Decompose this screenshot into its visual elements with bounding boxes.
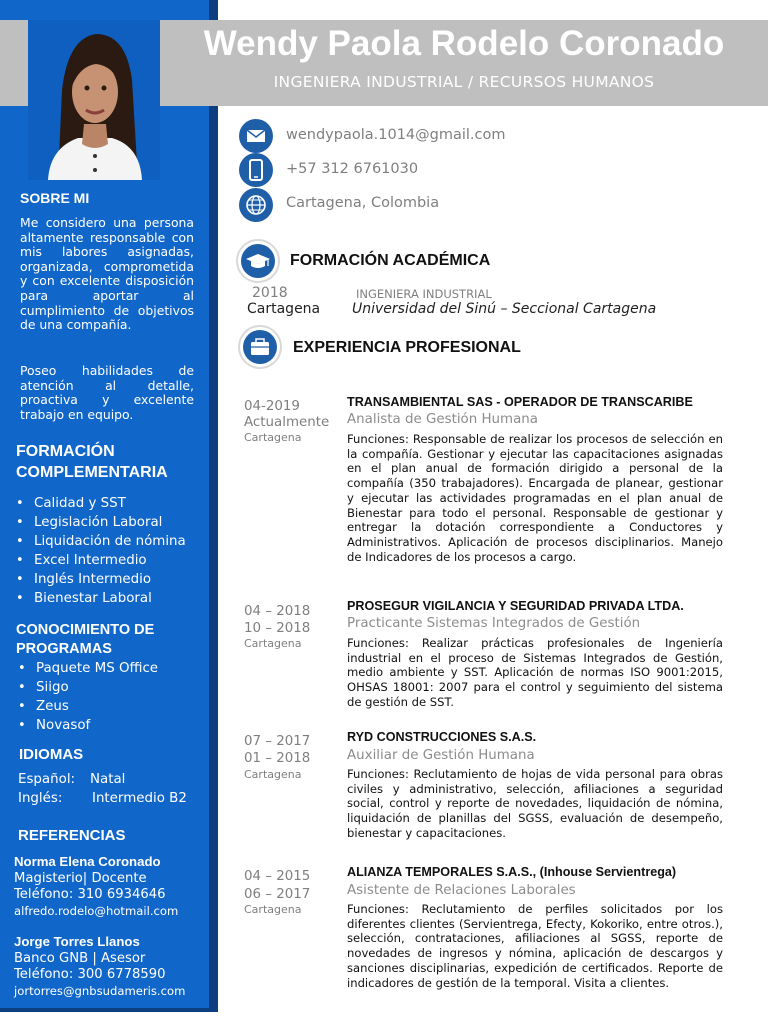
sidebar-edge bbox=[209, 0, 218, 1012]
list-item: • Excel Intermedio bbox=[16, 551, 186, 570]
email-text: wendypaola.1014@gmail.com bbox=[286, 127, 506, 143]
reference-phone: Teléfono: 300 6778590 bbox=[14, 967, 166, 982]
education-heading: FORMACIÓN ACADÉMICA bbox=[290, 252, 491, 269]
language-name: Español: bbox=[18, 772, 76, 787]
list-item: • Liquidación de nómina bbox=[16, 532, 186, 551]
reference-phone: Teléfono: 310 6934646 bbox=[14, 887, 166, 902]
reference-name: Norma Elena Coronado bbox=[14, 854, 161, 869]
language-name: Inglés: bbox=[18, 791, 63, 806]
job-role: Practicante Sistemas Integrados de Gestión bbox=[347, 616, 641, 631]
job-description: Funciones: Responsable de realizar los procesos de selección en la compañía. Gestionar y ejecutar las capacitaciones asignadas en el plan anual de formación dirigido a personal de la compañía (350 trabajadores). Encargada de planear, gestionar y ejecutar las actividades programadas en el plan anual de Bienestar para todo el personal. Responsable de gestionar y entregar la dotación correspondiente a Conductores y Administrativos. Aplicación de procesos disciplinarios. Manejo de Indicadores de los procesos a cargo. bbox=[347, 432, 723, 564]
programs-list bbox=[18, 659, 158, 735]
list-item: • Legislación Laboral bbox=[16, 513, 186, 532]
list-item: • Novasof bbox=[18, 716, 158, 735]
job-date-end: 10 – 2018 bbox=[244, 621, 311, 636]
globe-icon bbox=[239, 188, 273, 222]
about-paragraph-2: Poseo habilidades de atención al detalle, proactiva y excelente trabajo en equipo. bbox=[20, 363, 194, 422]
job-date-end: 06 – 2017 bbox=[244, 887, 311, 902]
reference-email: alfredo.rodelo@hotmail.com bbox=[14, 904, 179, 918]
job-company: PROSEGUR VIGILANCIA Y SEGURIDAD PRIVADA LTDA. bbox=[347, 599, 684, 613]
reference-name: Jorge Torres Llanos bbox=[14, 934, 140, 949]
complementary-list bbox=[16, 494, 186, 608]
phone-icon bbox=[239, 153, 273, 187]
header-band-left bbox=[0, 20, 28, 106]
education-year: 2018 bbox=[252, 285, 288, 301]
programs-heading-line2: PROGRAMAS bbox=[16, 641, 112, 657]
reference-email: jortorres@gnbsudameris.com bbox=[14, 984, 186, 998]
education-degree: INGENIERA INDUSTRIAL bbox=[356, 287, 492, 301]
job-description: Funciones: Reclutamiento de hojas de vida personal para obras civiles y administrativo, selección, afiliaciones a seguridad social, control y reporte de novedades, liquidación de nómina, liquidación de planillas del SGSS, evaluación de desempeño, bienestar y capacitaciones. bbox=[347, 767, 723, 840]
experience-heading: EXPERIENCIA PROFESIONAL bbox=[293, 339, 521, 356]
job-role: Asistente de Relaciones Laborales bbox=[347, 883, 576, 898]
job-date-start: 04 – 2015 bbox=[244, 869, 311, 884]
complementary-heading-line1: FORMACIÓN bbox=[16, 443, 115, 460]
job-date-start: 04-2019 bbox=[244, 399, 300, 414]
candidate-title: INGENIERA INDUSTRIAL / RECURSOS HUMANOS bbox=[273, 73, 655, 91]
education-school: Universidad del Sinú – Seccional Cartagena bbox=[352, 301, 657, 317]
complementary-heading-line2: COMPLEMENTARIA bbox=[16, 464, 168, 481]
languages-heading: IDIOMAS bbox=[19, 746, 84, 763]
phone-text: +57 312 6761030 bbox=[286, 161, 419, 177]
language-level: Natal bbox=[90, 772, 126, 787]
location-text: Cartagena, Colombia bbox=[286, 195, 440, 211]
about-heading: SOBRE MI bbox=[20, 190, 90, 206]
language-level: Intermedio B2 bbox=[92, 791, 187, 806]
job-date-end: Actualmente bbox=[244, 415, 330, 430]
list-item: • Inglés Intermedio bbox=[16, 570, 186, 589]
programs-heading-line1: CONOCIMIENTO DE bbox=[16, 622, 155, 638]
profile-photo bbox=[28, 20, 160, 180]
list-item: • Paquete MS Office bbox=[18, 659, 158, 678]
job-company: TRANSAMBIENTAL SAS - OPERADOR DE TRANSCARIBE bbox=[347, 395, 693, 409]
job-date-start: 04 – 2018 bbox=[244, 604, 311, 619]
job-role: Analista de Gestión Humana bbox=[347, 412, 538, 427]
job-city: Cartagena bbox=[244, 431, 302, 444]
sidebar-bottom-border bbox=[0, 1008, 218, 1012]
list-item: • Zeus bbox=[18, 697, 158, 716]
envelope-icon bbox=[239, 119, 273, 153]
education-city: Cartagena bbox=[247, 301, 321, 317]
references-heading: REFERENCIAS bbox=[18, 827, 126, 844]
job-role: Auxiliar de Gestión Humana bbox=[347, 748, 535, 763]
job-city: Cartagena bbox=[244, 637, 302, 650]
graduation-cap-icon bbox=[236, 239, 280, 283]
job-city: Cartagena bbox=[244, 903, 302, 916]
job-company: ALIANZA TEMPORALES S.A.S., (Inhouse Servientrega) bbox=[347, 865, 677, 879]
job-description: Funciones: Realizar prácticas profesionales de Ingeniería industrial en el proceso de Sistemas Integrados de Gestión, medio ambiente y SST. Aplicación de normas ISO 9001:2015, OHSAS 18001: 2007 para el control y seguimiento del sistema de gestión de SST. bbox=[347, 636, 723, 709]
job-date-start: 07 – 2017 bbox=[244, 734, 311, 749]
about-paragraph-1: Me considero una persona altamente responsable con mis labores asignadas, organizada, comprometida y con excelente disposición para aportar al cumplimiento de objetivos de una compañía. bbox=[20, 215, 194, 333]
list-item: • Siigo bbox=[18, 678, 158, 697]
list-item: • Calidad y SST bbox=[16, 494, 186, 513]
reference-role: Banco GNB | Asesor bbox=[14, 951, 146, 966]
briefcase-icon bbox=[238, 325, 282, 369]
job-description: Funciones: Reclutamiento de perfiles solicitados por los diferentes clientes (Servientrega, Efecty, Kokoriko, entre otros.), selección, contrataciones, afiliaciones al SGSS, reporte de novedades de ingresos y nómina, aplicación de descargos y sanciones disciplinarias, expedición de certificados. Reporte de indicadores de gestión de la temporal. Visita a clientes. bbox=[347, 902, 723, 990]
list-item: • Bienestar Laboral bbox=[16, 589, 186, 608]
candidate-name: Wendy Paola Rodelo Coronado bbox=[203, 24, 725, 63]
job-city: Cartagena bbox=[244, 768, 302, 781]
job-date-end: 01 – 2018 bbox=[244, 751, 311, 766]
job-company: RYD CONSTRUCCIONES S.A.S. bbox=[347, 730, 537, 744]
reference-role: Magisterio| Docente bbox=[14, 871, 147, 886]
